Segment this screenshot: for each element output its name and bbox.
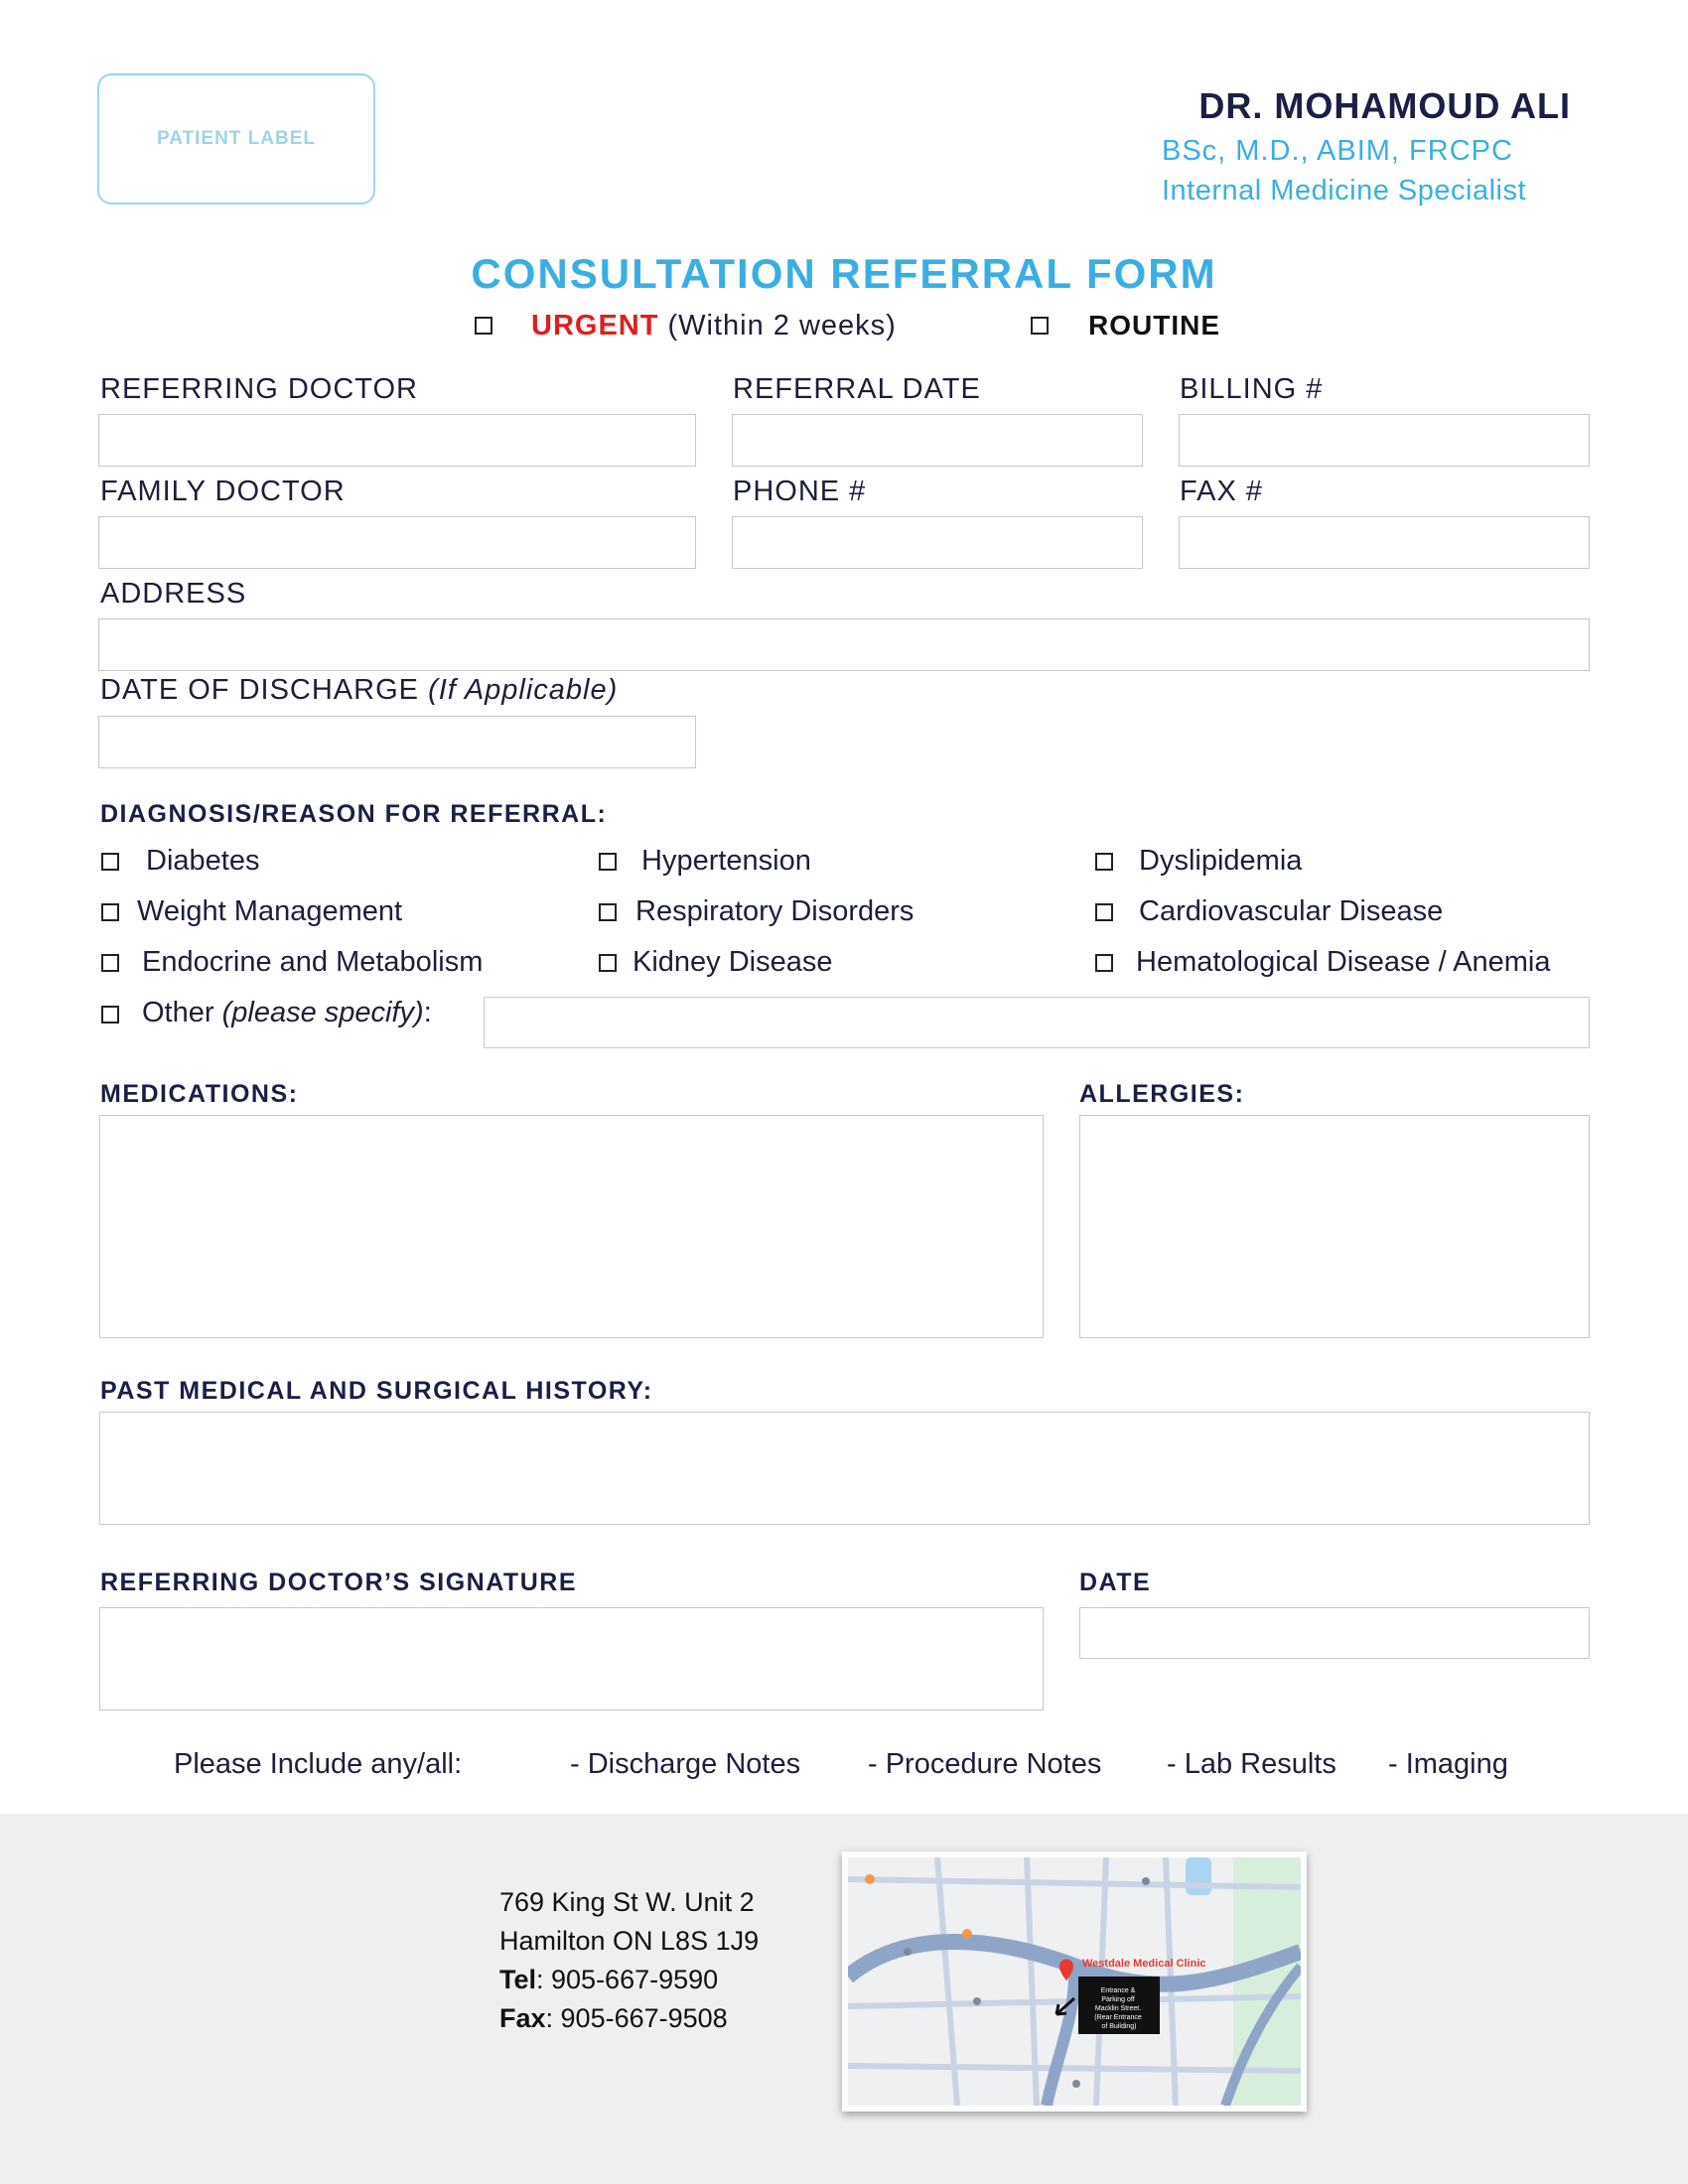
fax-field[interactable] <box>1179 516 1590 569</box>
address-line-1: 769 King St W. Unit 2 <box>499 1887 755 1917</box>
map-entrance-note: Entrance & Parking off Macklin Street. (Rear Entrance of Building) <box>1094 1987 1142 2030</box>
address-label: ADDRESS <box>100 578 247 610</box>
family-doctor-label: FAMILY DOCTOR <box>100 476 346 507</box>
weight-management-checkbox[interactable] <box>101 903 119 921</box>
other-option <box>142 997 432 1029</box>
hypertension-label: Hypertension <box>641 845 811 877</box>
kidney-label: Kidney Disease <box>633 946 833 978</box>
respiratory-label: Respiratory Disorders <box>635 895 914 927</box>
diabetes-label: Diabetes <box>146 845 260 877</box>
discharge-date-label <box>100 674 618 707</box>
medications-heading: MEDICATIONS: <box>100 1080 299 1108</box>
include-discharge-notes: - Discharge Notes <box>570 1748 801 1780</box>
history-field[interactable] <box>99 1412 1590 1525</box>
date-heading: DATE <box>1079 1569 1152 1596</box>
other-colon: : <box>423 997 432 1028</box>
date-field[interactable] <box>1079 1607 1590 1659</box>
other-note: (please specify) <box>221 997 424 1028</box>
family-doctor-field[interactable] <box>98 516 696 569</box>
tel-label: Tel <box>499 1965 537 1994</box>
address-line-2: Hamilton ON L8S 1J9 <box>499 1926 760 1956</box>
include-imaging: - Imaging <box>1388 1748 1508 1780</box>
other-label: Other <box>142 997 214 1028</box>
kidney-checkbox[interactable] <box>599 954 617 972</box>
include-intro: Please Include any/all: <box>174 1748 463 1780</box>
discharge-date-text: DATE OF DISCHARGE <box>100 674 419 706</box>
urgent-label: URGENT <box>531 310 659 341</box>
diagnosis-heading: DIAGNOSIS/REASON FOR REFERRAL: <box>100 800 608 828</box>
billing-label: BILLING # <box>1180 373 1324 405</box>
discharge-note: (If Applicable) <box>428 674 619 706</box>
include-lab-results: - Lab Results <box>1167 1748 1336 1780</box>
diabetes-checkbox[interactable] <box>101 853 119 871</box>
fax-number-line <box>499 1999 759 2038</box>
telephone <box>499 1961 759 1999</box>
weight-management-label: Weight Management <box>137 895 403 927</box>
patient-label-box <box>97 73 375 205</box>
other-specify-field[interactable] <box>484 997 1590 1048</box>
other-checkbox[interactable] <box>101 1006 119 1024</box>
phone-field[interactable] <box>732 516 1143 569</box>
routine-checkbox[interactable] <box>1031 317 1049 335</box>
doctor-name: DR. MOHAMOUD ALI <box>1198 85 1571 126</box>
phone-label: PHONE # <box>733 476 867 507</box>
urgent-option <box>531 310 897 342</box>
respiratory-checkbox[interactable] <box>599 903 617 921</box>
address-field[interactable] <box>98 618 1590 671</box>
fax-label-footer: Fax <box>499 2003 546 2033</box>
cardiovascular-checkbox[interactable] <box>1095 903 1113 921</box>
fax-label: FAX # <box>1180 476 1263 507</box>
map-clinic-label: Westdale Medical Clinic <box>1082 1958 1206 1970</box>
urgent-note: (Within 2 weeks) <box>667 310 897 341</box>
endocrine-checkbox[interactable] <box>101 954 119 972</box>
allergies-field[interactable] <box>1079 1115 1590 1338</box>
clinic-address <box>499 1883 759 2038</box>
referring-doctor-label: REFERRING DOCTOR <box>100 373 418 405</box>
referring-doctor-field[interactable] <box>98 414 696 467</box>
medications-field[interactable] <box>99 1115 1044 1338</box>
patient-label-text: PATIENT LABEL <box>156 128 317 149</box>
routine-label: ROUTINE <box>1088 310 1220 341</box>
urgent-checkbox[interactable] <box>475 317 492 335</box>
tel-number: : 905-667-9590 <box>536 1965 719 1994</box>
hematological-label: Hematological Disease / Anemia <box>1136 946 1551 978</box>
signature-field[interactable] <box>99 1607 1044 1710</box>
endocrine-label: Endocrine and Metabolism <box>142 946 484 978</box>
signature-heading: REFERRING DOCTOR’S SIGNATURE <box>100 1569 577 1596</box>
include-procedure-notes: - Procedure Notes <box>868 1748 1102 1780</box>
history-heading: PAST MEDICAL AND SURGICAL HISTORY: <box>100 1377 653 1405</box>
cardiovascular-label: Cardiovascular Disease <box>1139 895 1444 927</box>
dyslipidemia-checkbox[interactable] <box>1095 853 1113 871</box>
location-map[interactable] <box>842 1851 1307 2112</box>
discharge-date-field[interactable] <box>98 716 696 768</box>
doctor-specialty: Internal Medicine Specialist <box>1162 175 1527 206</box>
dyslipidemia-label: Dyslipidemia <box>1139 845 1303 877</box>
doctor-credentials: BSc, M.D., ABIM, FRCPC <box>1162 135 1513 167</box>
hypertension-checkbox[interactable] <box>599 853 617 871</box>
form-title: CONSULTATION REFERRAL FORM <box>471 250 1217 297</box>
billing-field[interactable] <box>1179 414 1590 467</box>
hematological-checkbox[interactable] <box>1095 954 1113 972</box>
map-graphic <box>848 1857 1301 2106</box>
fax-number: : 905-667-9508 <box>545 2003 728 2033</box>
referral-date-label: REFERRAL DATE <box>733 373 981 405</box>
allergies-heading: ALLERGIES: <box>1079 1080 1245 1108</box>
referral-date-field[interactable] <box>732 414 1143 467</box>
